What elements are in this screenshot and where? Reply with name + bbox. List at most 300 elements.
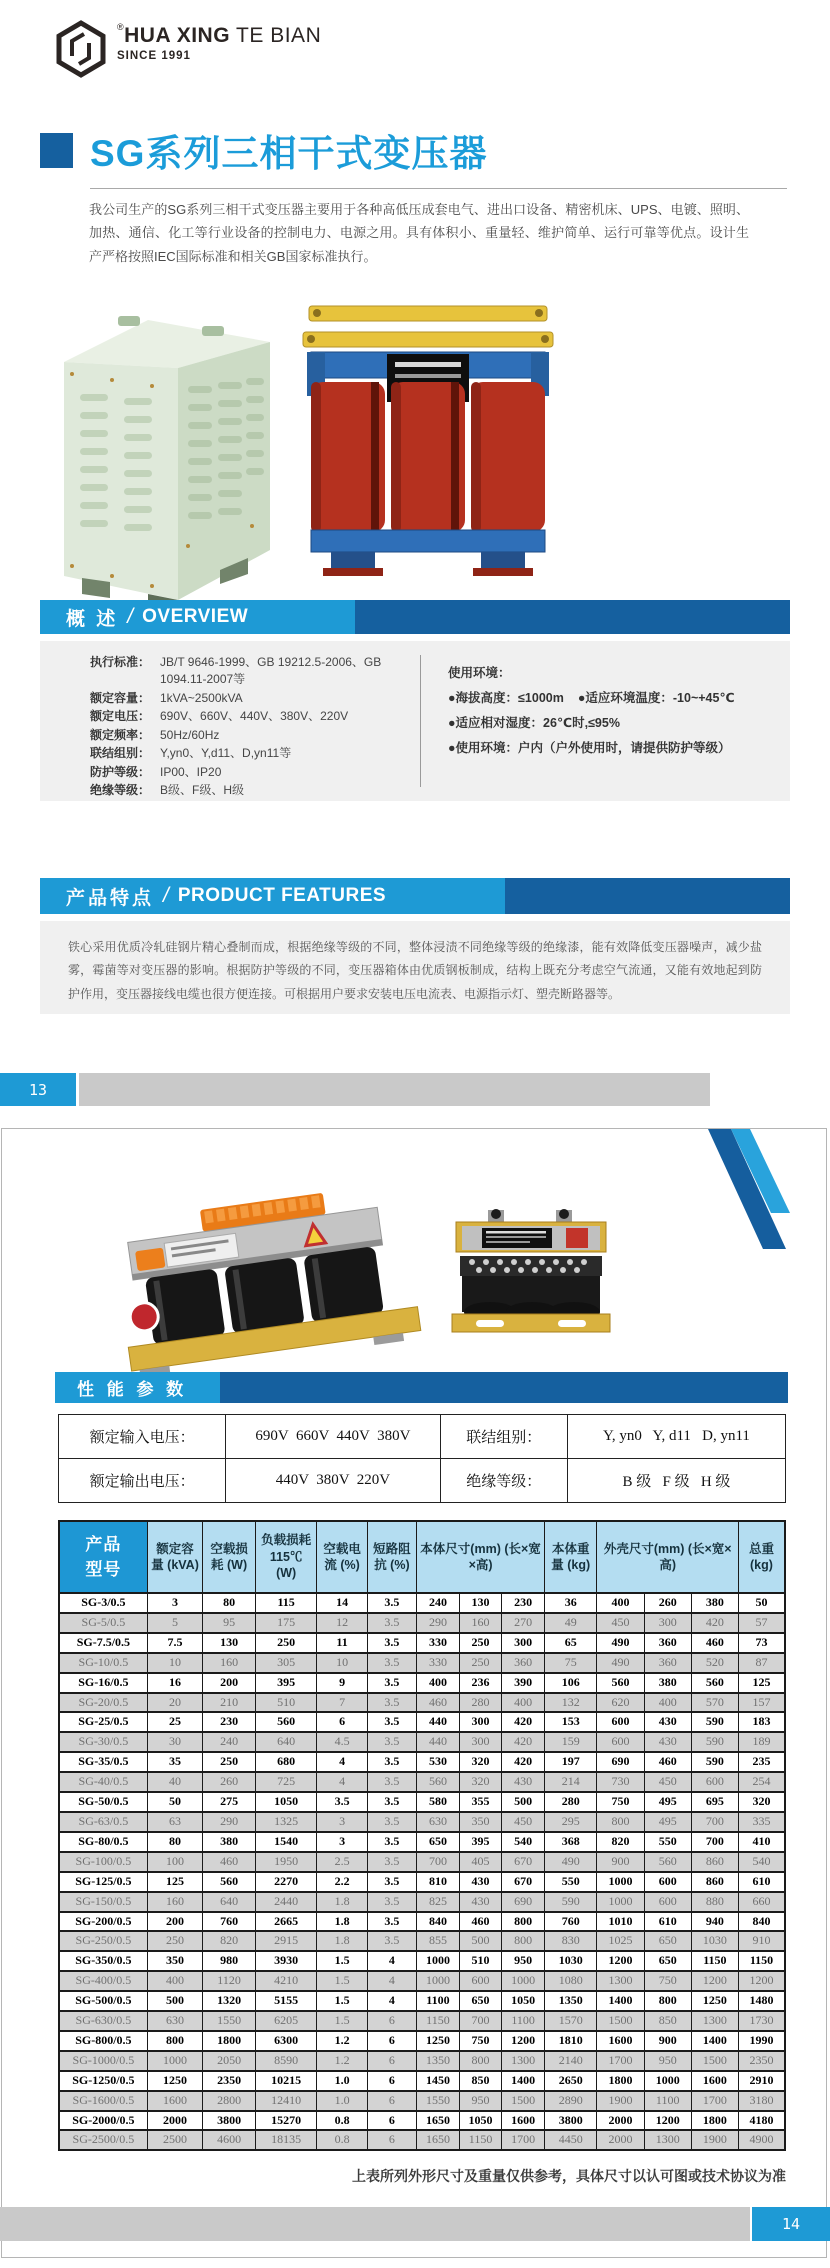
spec-cell: 420	[691, 1613, 738, 1633]
table-row	[59, 1951, 785, 1971]
spec-cell: 80	[147, 1832, 203, 1852]
spec-cell: 2800	[203, 2091, 256, 2111]
spec-cell: 360	[644, 1653, 691, 1673]
spec-cell: 680	[255, 1752, 317, 1772]
spec-cell: 590	[691, 1752, 738, 1772]
table-row	[59, 1752, 785, 1772]
spec-cell: 4180	[738, 2111, 785, 2131]
spec-cell: 189	[738, 1732, 785, 1752]
spec-cell: 1000	[417, 1951, 460, 1971]
spec-cell: 420	[502, 1712, 545, 1732]
spec-cell: 12410	[255, 2091, 317, 2111]
spec-cell: 760	[544, 1912, 597, 1932]
title-divider	[90, 188, 787, 189]
spec-cell: 1150	[691, 1951, 738, 1971]
spec-cell: 1800	[203, 2031, 256, 2051]
spec-cell: 1650	[417, 2111, 460, 2131]
spec-cell: 200	[147, 1912, 203, 1932]
spec-cell: 1200	[644, 2111, 691, 2131]
model-cell: SG-100/0.5	[59, 1852, 147, 1872]
spec-cell: 6	[317, 1712, 367, 1732]
spec-cell: 240	[203, 1732, 256, 1752]
spec-cell: 1.5	[317, 1951, 367, 1971]
spec-cell: 2440	[255, 1892, 317, 1912]
spec-cell: 10	[147, 1653, 203, 1673]
spec-cell: 330	[417, 1653, 460, 1673]
spec-cell: 510	[255, 1693, 317, 1713]
environment-item: ●海拔高度：≤1000m	[448, 691, 564, 705]
model-cell: SG-16/0.5	[59, 1673, 147, 1693]
spec-cell: 6300	[255, 2031, 317, 2051]
model-cell: SG-250/0.5	[59, 1931, 147, 1951]
brand-since: SINCE 1991	[117, 50, 191, 62]
spec-cell: 410	[738, 1832, 785, 1852]
product-photo-enclosed-transformer	[52, 298, 280, 610]
spec-cell: 1320	[203, 1991, 256, 2011]
overview-content-box	[40, 641, 790, 801]
spec-cell: 160	[203, 1653, 256, 1673]
spec-label: 额定电压：	[90, 709, 151, 723]
model-cell: SG-3/0.5	[59, 1593, 147, 1613]
spec-table	[58, 1520, 786, 2151]
spec-cell: 850	[644, 2011, 691, 2031]
model-cell: SG-400/0.5	[59, 1971, 147, 1991]
spec-cell: 980	[203, 1951, 256, 1971]
spec-cell: 1000	[502, 1971, 545, 1991]
spec-cell: 560	[644, 1852, 691, 1872]
spec-cell: 1900	[597, 2091, 644, 2111]
spec-cell: 1100	[644, 2091, 691, 2111]
page-number-14: 14	[752, 2207, 830, 2241]
spec-cell: 275	[203, 1792, 256, 1812]
spec-cell: 254	[738, 1772, 785, 1792]
spec-cell: 1700	[691, 2091, 738, 2111]
spec-cell: 450	[597, 1613, 644, 1633]
features-heading-en: PRODUCT FEATURES	[177, 885, 387, 906]
spec-cell: 1000	[417, 1971, 460, 1991]
spec-cell: 860	[691, 1872, 738, 1892]
spec-cell: 840	[417, 1912, 460, 1932]
spec-cell: 8590	[255, 2051, 317, 2071]
spec-cell: 330	[417, 1633, 460, 1653]
spec-cell: 1200	[738, 1971, 785, 1991]
environment-title: 使用环境：	[448, 666, 511, 680]
spec-label: 执行标准：	[90, 655, 151, 669]
col-header-impedance: 短路阻抗 (%)	[367, 1521, 416, 1593]
spec-cell: 400	[644, 1693, 691, 1713]
spec-cell: 1400	[691, 2031, 738, 2051]
spec-cell: 1570	[544, 2011, 597, 2031]
spec-cell: 230	[502, 1593, 545, 1613]
spec-cell: 1600	[147, 2091, 203, 2111]
spec-cell: 159	[544, 1732, 597, 1752]
spec-cell: 500	[147, 1991, 203, 2011]
table-row	[59, 2091, 785, 2111]
spec-cell: 560	[597, 1673, 644, 1693]
perf-cell: 额定输入电压：	[59, 1415, 226, 1459]
spec-cell: 153	[544, 1712, 597, 1732]
spec-cell: 2270	[255, 1872, 317, 1892]
model-cell: SG-30/0.5	[59, 1732, 147, 1752]
title-accent-square	[40, 133, 73, 168]
spec-cell: 400	[417, 1673, 460, 1693]
spec-cell: 2000	[597, 2130, 644, 2150]
brand-name	[117, 20, 321, 62]
spec-cell: 36	[544, 1593, 597, 1613]
spec-cell: 35	[147, 1752, 203, 1772]
spec-cell: 9	[317, 1673, 367, 1693]
spec-cell: 855	[417, 1931, 460, 1951]
spec-cell: 900	[597, 1852, 644, 1872]
spec-cell: 1.2	[317, 2031, 367, 2051]
table-row	[59, 2051, 785, 2071]
spec-row	[90, 745, 400, 762]
spec-cell: 95	[203, 1613, 256, 1633]
spec-cell: 65	[544, 1633, 597, 1653]
spec-cell: 1550	[203, 2011, 256, 2031]
spec-row	[90, 727, 400, 744]
spec-cell: 520	[691, 1653, 738, 1673]
spec-cell: 400	[147, 1971, 203, 1991]
spec-cell: 3	[317, 1832, 367, 1852]
spec-cell: 1300	[502, 2051, 545, 2071]
spec-label: 联结组别：	[90, 746, 151, 760]
spec-cell: 3.5	[317, 1792, 367, 1812]
spec-cell: 440	[417, 1732, 460, 1752]
features-heading-zh: 产品特点	[66, 887, 155, 909]
spec-cell: 460	[459, 1912, 502, 1932]
spec-cell: 12	[317, 1613, 367, 1633]
spec-cell: 260	[203, 1772, 256, 1792]
spec-cell: 320	[459, 1772, 502, 1792]
spec-cell: 183	[738, 1712, 785, 1732]
spec-cell: 3.5	[367, 1712, 416, 1732]
spec-row	[90, 708, 400, 725]
spec-cell: 4	[367, 1971, 416, 1991]
model-cell: SG-2000/0.5	[59, 2111, 147, 2131]
spec-cell: 900	[644, 2031, 691, 2051]
spec-cell: 650	[417, 1832, 460, 1852]
spec-cell: 760	[203, 1912, 256, 1932]
brand-name-primary: HUA XING	[124, 24, 231, 47]
spec-cell: 420	[502, 1732, 545, 1752]
spec-cell: 880	[691, 1892, 738, 1912]
spec-cell: 3.5	[367, 1792, 416, 1812]
col-header-body-size: 本体尺寸(mm) (长×宽×高)	[417, 1521, 545, 1593]
spec-cell: 125	[738, 1673, 785, 1693]
spec-cell: 1800	[691, 2111, 738, 2131]
spec-cell: 1300	[691, 2011, 738, 2031]
spec-cell: 1000	[597, 1872, 644, 1892]
spec-cell: 350	[147, 1951, 203, 1971]
model-cell: SG-40/0.5	[59, 1772, 147, 1792]
spec-cell: 2050	[203, 2051, 256, 2071]
intro-paragraph: 我公司生产的SG系列三相干式变压器主要用于各种高低压成套电气、进出口设备、精密机床、UPS、电镀、照明、加热、通信、化工等行业设备的控制电力、电源之用。具有体积小、重量轻、维护简单、运行可靠等优点。设计生产严格按照IEC国际标准和相关GB国家标准执行。	[89, 202, 749, 264]
spec-cell: 3.5	[367, 1752, 416, 1772]
spec-cell: 1.0	[317, 2071, 367, 2091]
brand-name-secondary: TE BIAN	[236, 24, 322, 47]
spec-cell: 670	[502, 1852, 545, 1872]
spec-cell: 1.5	[317, 1991, 367, 2011]
spec-cell: 2000	[147, 2111, 203, 2131]
spec-cell: 6	[367, 2111, 416, 2131]
spec-cell: 530	[417, 1752, 460, 1772]
environment-block	[448, 663, 735, 765]
spec-cell: 910	[738, 1931, 785, 1951]
spec-cell: 1100	[502, 2011, 545, 2031]
spec-cell: 290	[203, 1812, 256, 1832]
spec-cell: 1200	[502, 2031, 545, 2051]
spec-cell: 560	[203, 1872, 256, 1892]
product-photo-open-transformer	[295, 290, 563, 596]
performance-table-body	[59, 1415, 786, 1503]
spec-cell: 236	[459, 1673, 502, 1693]
spec-cell: 75	[544, 1653, 597, 1673]
spec-cell: 700	[417, 1852, 460, 1872]
model-cell: SG-1250/0.5	[59, 2071, 147, 2091]
spec-cell: 10	[317, 1653, 367, 1673]
spec-cell: 3.5	[367, 1633, 416, 1653]
perf-cell: 绝缘等级：	[440, 1459, 567, 1503]
spec-cell: 1730	[738, 2011, 785, 2031]
spec-cell: 10215	[255, 2071, 317, 2091]
spec-cell: 1600	[691, 2071, 738, 2091]
spec-cell: 132	[544, 1693, 597, 1713]
spec-cell: 700	[459, 2011, 502, 2031]
spec-cell: 495	[644, 1792, 691, 1812]
spec-cell: 670	[502, 1872, 545, 1892]
spec-cell: 4900	[738, 2130, 785, 2150]
spec-cell: 700	[691, 1812, 738, 1832]
spec-cell: 3.5	[367, 1852, 416, 1872]
spec-cell: 2500	[147, 2130, 203, 2150]
spec-cell: 250	[255, 1633, 317, 1653]
table-row	[59, 1653, 785, 1673]
spec-cell: 810	[417, 1872, 460, 1892]
spec-cell: 250	[147, 1931, 203, 1951]
spec-cell: 50	[147, 1792, 203, 1812]
spec-cell: 1000	[597, 1892, 644, 1912]
spec-cell: 800	[502, 1912, 545, 1932]
spec-cell: 800	[502, 1931, 545, 1951]
spec-cell: 490	[597, 1633, 644, 1653]
spec-cell: 690	[597, 1752, 644, 1772]
spec-cell: 3.5	[367, 1832, 416, 1852]
spec-cell: 3.5	[367, 1593, 416, 1613]
spec-cell: 590	[544, 1892, 597, 1912]
model-cell: SG-63/0.5	[59, 1812, 147, 1832]
spec-cell: 1540	[255, 1832, 317, 1852]
model-cell: SG-25/0.5	[59, 1712, 147, 1732]
spec-cell: 20	[147, 1693, 203, 1713]
spec-cell: 950	[459, 2091, 502, 2111]
spec-cell: 640	[255, 1732, 317, 1752]
spec-cell: 0.8	[317, 2130, 367, 2150]
spec-cell: 540	[502, 1832, 545, 1852]
spec-row	[90, 764, 400, 781]
spec-cell: 690	[502, 1892, 545, 1912]
spec-cell: 495	[644, 1812, 691, 1832]
spec-cell: 1025	[597, 1931, 644, 1951]
spec-cell: 2915	[255, 1931, 317, 1951]
spec-cell: 16	[147, 1673, 203, 1693]
col-header-load-loss: 负载损耗 115℃ (W)	[255, 1521, 317, 1593]
spec-cell: 560	[255, 1712, 317, 1732]
spec-cell: 3800	[203, 2111, 256, 2131]
table-row	[59, 1912, 785, 1932]
spec-cell: 560	[417, 1772, 460, 1792]
spec-cell: 280	[459, 1693, 502, 1713]
spec-cell: 1300	[597, 1971, 644, 1991]
spec-cell: 4	[317, 1772, 367, 1792]
model-cell: SG-2500/0.5	[59, 2130, 147, 2150]
spec-cell: 87	[738, 1653, 785, 1673]
spec-cell: 610	[738, 1872, 785, 1892]
spec-cell: 3.5	[367, 1872, 416, 1892]
table-row	[59, 2071, 785, 2091]
spec-cell: 1800	[597, 2071, 644, 2091]
spec-cell: 1400	[502, 2071, 545, 2091]
spec-cell: 260	[644, 1593, 691, 1613]
spec-cell: 0.8	[317, 2111, 367, 2131]
spec-label: 额定容量：	[90, 690, 151, 705]
spec-cell: 125	[147, 1872, 203, 1892]
spec-cell: 1325	[255, 1812, 317, 1832]
spec-table-header-row	[59, 1521, 785, 1593]
spec-cell: 4	[367, 1951, 416, 1971]
spec-cell: 250	[459, 1653, 502, 1673]
col-header-no-load-current: 空载电流 (%)	[317, 1521, 367, 1593]
table-row	[59, 1931, 785, 1951]
spec-cell: 4450	[544, 2130, 597, 2150]
spec-cell: 460	[691, 1633, 738, 1653]
spec-cell: 460	[644, 1752, 691, 1772]
spec-cell: 2665	[255, 1912, 317, 1932]
environment-item: ●适应相对湿度：26℃时,≤95%	[448, 716, 620, 730]
spec-cell: 1250	[691, 1991, 738, 2011]
spec-cell: 300	[502, 1633, 545, 1653]
spec-cell: 2.2	[317, 1872, 367, 1892]
spec-cell: 1500	[502, 2091, 545, 2111]
spec-cell: 250	[203, 1752, 256, 1772]
spec-cell: 510	[459, 1951, 502, 1971]
table-row	[59, 1593, 785, 1613]
spec-cell: 295	[544, 1812, 597, 1832]
spec-cell: 3.5	[367, 1732, 416, 1752]
spec-cell: 3.5	[367, 1693, 416, 1713]
spec-cell: 2.5	[317, 1852, 367, 1872]
spec-cell: 380	[203, 1832, 256, 1852]
table-row	[59, 1832, 785, 1852]
spec-cell: 1950	[255, 1852, 317, 1872]
col-header-model: 产品 型号	[59, 1521, 147, 1593]
table-row	[59, 1633, 785, 1653]
spec-cell: 130	[203, 1633, 256, 1653]
spec-cell: 1900	[691, 2130, 738, 2150]
table-row	[59, 1812, 785, 1832]
perf-cell: 690V 660V 440V 380V	[226, 1415, 440, 1459]
spec-cell: 630	[417, 1812, 460, 1832]
spec-cell: 800	[644, 1991, 691, 2011]
spec-cell: 1400	[597, 1991, 644, 2011]
page-footer-bar-14	[0, 2207, 750, 2241]
spec-cell: 355	[459, 1792, 502, 1812]
spec-cell: 540	[738, 1852, 785, 1872]
table-row	[59, 1613, 785, 1633]
spec-cell: 380	[691, 1593, 738, 1613]
spec-cell: 320	[459, 1752, 502, 1772]
spec-cell: 1.8	[317, 1892, 367, 1912]
spec-cell: 6205	[255, 2011, 317, 2031]
spec-cell: 18135	[255, 2130, 317, 2150]
spec-cell: 395	[459, 1832, 502, 1852]
spec-value: B级、F级、H级	[160, 783, 245, 797]
spec-cell: 420	[502, 1752, 545, 1772]
spec-cell: 1150	[459, 2130, 502, 2150]
spec-cell: 1200	[597, 1951, 644, 1971]
spec-cell: 6	[367, 2011, 416, 2031]
spec-cell: 430	[459, 1872, 502, 1892]
spec-cell: 130	[459, 1593, 502, 1613]
spec-cell: 940	[691, 1912, 738, 1932]
spec-cell: 580	[417, 1792, 460, 1812]
model-cell: SG-150/0.5	[59, 1892, 147, 1912]
perf-cell: 联结组别：	[440, 1415, 567, 1459]
spec-cell: 2140	[544, 2051, 597, 2071]
spec-cell: 1030	[544, 1951, 597, 1971]
spec-cell: 2350	[738, 2051, 785, 2071]
spec-cell: 650	[644, 1931, 691, 1951]
spec-cell: 3180	[738, 2091, 785, 2111]
table-row	[59, 2031, 785, 2051]
spec-cell: 2000	[597, 2111, 644, 2131]
spec-cell: 460	[417, 1693, 460, 1713]
model-cell: SG-800/0.5	[59, 2031, 147, 2051]
spec-cell: 1.0	[317, 2091, 367, 2111]
spec-cell: 400	[597, 1593, 644, 1613]
spec-cell: 1030	[691, 1931, 738, 1951]
spec-cell: 240	[417, 1593, 460, 1613]
spec-cell: 500	[502, 1792, 545, 1812]
spec-cell: 750	[459, 2031, 502, 2051]
page-footer-bar-13	[79, 1073, 710, 1106]
spec-cell: 160	[459, 1613, 502, 1633]
spec-cell: 1450	[417, 2071, 460, 2091]
spec-cell: 3800	[544, 2111, 597, 2131]
model-cell: SG-500/0.5	[59, 1991, 147, 2011]
spec-cell: 6	[367, 2091, 416, 2111]
spec-cell: 5155	[255, 1991, 317, 2011]
page-title-row	[40, 123, 487, 177]
page-number-13: 13	[0, 1073, 76, 1106]
features-heading-slash: /	[163, 884, 169, 907]
spec-cell: 1.5	[317, 1971, 367, 1991]
spec-cell: 430	[502, 1772, 545, 1792]
spec-cell: 630	[147, 2011, 203, 2031]
spec-cell: 6	[367, 2071, 416, 2091]
page-title: SG系列三相干式变压器	[90, 133, 488, 174]
spec-cell: 1150	[738, 1951, 785, 1971]
perf-cell: B 级 F 级 H 级	[567, 1459, 785, 1503]
spec-cell: 610	[644, 1912, 691, 1932]
table-row	[59, 2130, 785, 2150]
model-cell: SG-125/0.5	[59, 1872, 147, 1892]
spec-value: 690V、660V、440V、380V、220V	[160, 709, 349, 723]
spec-cell: 1150	[417, 2011, 460, 2031]
spec-cell: 7	[317, 1693, 367, 1713]
spec-cell: 4600	[203, 2130, 256, 2150]
features-text: 铁心采用优质冷轧硅钢片精心叠制而成，根据绝缘等级的不同，整体浸渍不同绝缘等级的绝缘漆，能有效降低变压器噪声，减少盐雾，霉菌等对变压器的影响。根据防护等级的不同，变压器箱体由优质钢板制成，结构上既充分考虑空气流通，又能有效地起到防护作用，变压器接线电缆也很方便连接。可根据用户要求安装电压电流表、电源指示灯、塑壳断路器等。	[40, 921, 790, 1014]
